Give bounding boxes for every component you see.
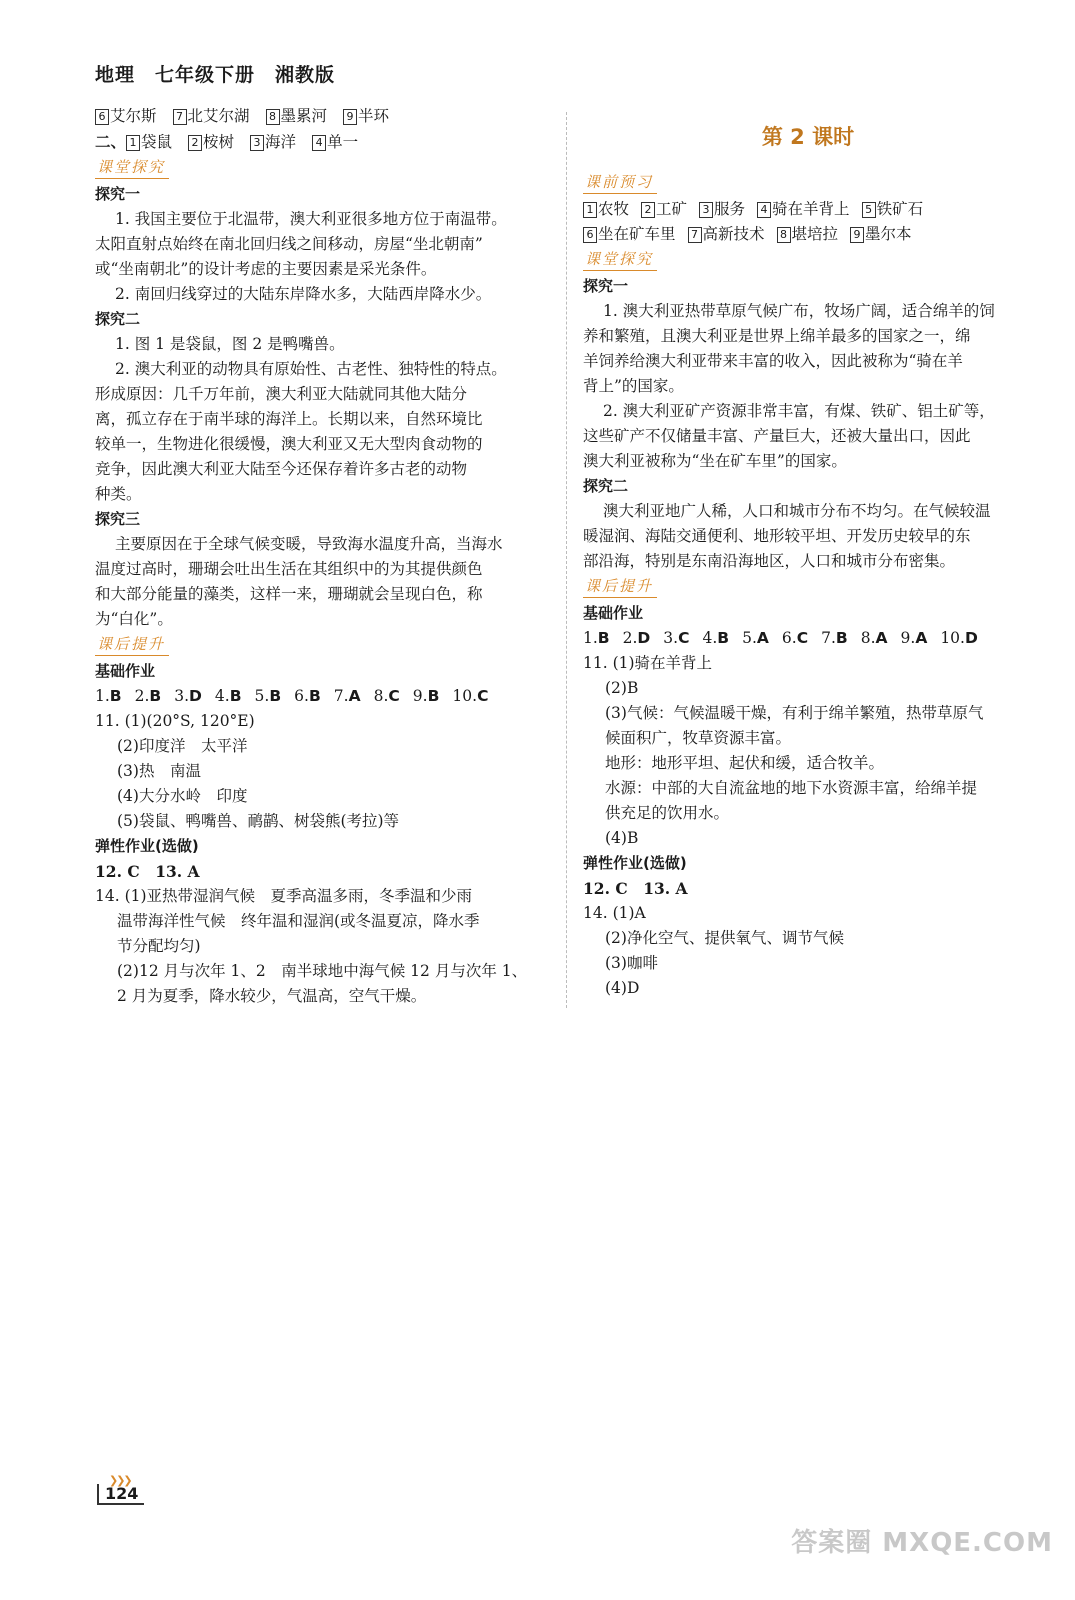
answer-item — [583, 626, 610, 651]
text-line: 2 月为夏季，降水较少，气温高，空气干燥。 — [117, 987, 427, 1005]
answer-letter: B — [717, 629, 730, 647]
section-tag-explore: 课堂探究 — [95, 157, 169, 179]
answer-item — [413, 684, 440, 709]
text-line: (2)净化空气、提供氧气、调节气候 — [605, 929, 844, 947]
keyword-item — [757, 197, 850, 222]
number-box: 8 — [777, 227, 791, 243]
keyword-item — [95, 104, 157, 129]
keyword-text: 服务 — [714, 200, 746, 218]
keyword-item — [312, 130, 358, 155]
answer-letter: B — [269, 687, 282, 705]
text-line: 部沿海，特别是东南沿海地区，人口和城市分布密集。 — [583, 552, 956, 570]
keyword-text: 单一 — [327, 133, 359, 151]
text-line: 离，孤立存在于南半球的海洋上。长期以来，自然环境比 — [95, 410, 483, 428]
number-box: 6 — [583, 227, 597, 243]
text-line: 1. 图 1 是袋鼠，图 2 是鸭嘴兽。 — [115, 335, 345, 353]
keyword-item — [343, 104, 389, 129]
text-line: 主要原因在于全球气候变暖，导致海水温度升高，当海水 — [115, 535, 503, 553]
keyword-text: 农牧 — [598, 200, 630, 218]
keyword-text: 工矿 — [656, 200, 688, 218]
question-number: 3. — [174, 687, 190, 705]
answer-letter: A — [348, 687, 361, 705]
text-line: 11. (1)骑在羊背上 — [583, 654, 713, 672]
answer-item — [374, 684, 400, 709]
question-number: 6. — [781, 629, 797, 647]
text-line: (4)D — [605, 979, 640, 997]
text-line: 养和繁殖，且澳大利亚是世界上绵羊最多的国家之一，绵 — [583, 327, 971, 345]
number-box: 6 — [95, 109, 109, 125]
text-line: 1. 我国主要位于北温带，澳大利亚很多地方位于南温带。 — [115, 210, 507, 228]
text-line: (4)大分水岭 印度 — [117, 787, 248, 805]
answer-row: 12. C 13. A — [95, 862, 200, 881]
number-box: 1 — [126, 135, 140, 151]
answer-letter: C — [388, 687, 400, 705]
keyword-item — [266, 104, 328, 129]
question-number: 9. — [900, 629, 916, 647]
answer-item — [95, 684, 122, 709]
answer-row: 12. C 13. A — [583, 879, 688, 898]
text-line: (3)气候：气候温暖干燥，有利于绵羊繁殖，热带草原气 — [605, 704, 984, 722]
text-line: 和大部分能量的藻类，这样一来，珊瑚就会呈现白色，称 — [95, 585, 483, 603]
number-box: 4 — [757, 202, 771, 218]
answer-letter: C — [796, 629, 809, 647]
answer-letter: C — [477, 687, 489, 705]
answer-item — [255, 684, 282, 709]
section-tag-after-class: 课后提升 — [583, 576, 657, 598]
text-line: 2. 澳大利亚的动物具有原始性、古老性、独特性的特点。 — [115, 360, 507, 378]
page-number-label: 124 — [97, 1484, 144, 1505]
keyword-text: 墨尔本 — [865, 225, 912, 243]
keyword-item — [777, 222, 839, 247]
text-line: 或“坐南朝北”的设计考虑的主要因素是采光条件。 — [95, 260, 437, 278]
question-number: 5. — [742, 629, 757, 647]
answer-letter: D — [189, 687, 202, 705]
answer-letter: A — [915, 629, 928, 647]
answer-item — [135, 684, 162, 709]
text-line: (4)B — [605, 829, 639, 847]
arrow-icon: ❯❯❯ — [109, 1474, 131, 1487]
subheading: 探究一 — [583, 277, 629, 295]
text-line: (2)印度洋 太平洋 — [117, 737, 248, 755]
text-line: 2. 南回归线穿过的大陆东岸降水多，大陆西岸降水少。 — [115, 285, 492, 303]
text-line: (5)袋鼠、鸭嘴兽、鸸鹋、树袋熊(考拉)等 — [117, 812, 400, 830]
answer-letter: C — [678, 629, 690, 647]
text-line: 2. 澳大利亚矿产资源非常丰富，有煤、铁矿、铝土矿等， — [603, 402, 995, 420]
answer-letter: B — [109, 687, 122, 705]
section-tag-preview: 课前预习 — [583, 172, 657, 194]
text-line: 较单一，生物进化很缓慢，澳大利亚又无大型肉食动物的 — [95, 435, 483, 453]
number-box: 3 — [699, 202, 713, 218]
text-line: 候面积广，牧草资源丰富。 — [605, 729, 792, 747]
subheading: 探究三 — [95, 510, 141, 528]
number-box: 2 — [188, 135, 202, 151]
answer-letter: D — [637, 629, 651, 647]
section-tag-explore: 课堂探究 — [583, 249, 657, 271]
text-line: 节分配均匀) — [117, 937, 201, 955]
keyword-text: 北艾尔湖 — [187, 107, 250, 125]
question-number: 7. — [821, 629, 836, 647]
answer-letter: B — [427, 687, 440, 705]
keyword-text: 袋鼠 — [141, 133, 173, 151]
keyword-list — [583, 197, 1033, 222]
keyword-text: 艾尔斯 — [110, 107, 157, 125]
question-number: 9. — [412, 687, 428, 705]
number-box: 5 — [862, 202, 876, 218]
keyword-item — [583, 222, 676, 247]
keyword-text: 桉树 — [203, 133, 235, 151]
question-number: 3. — [663, 629, 679, 647]
text-line: 澳大利亚被称为“坐在矿车里”的国家。 — [583, 452, 847, 470]
number-box: 4 — [312, 135, 326, 151]
subheading: 基础作业 — [583, 604, 644, 622]
right-column — [583, 124, 1033, 1001]
answer-letter: A — [756, 629, 769, 647]
question-number: 8. — [860, 629, 876, 647]
keyword-text: 半环 — [358, 107, 390, 125]
page-number — [97, 1474, 144, 1505]
text-line: (3)咖啡 — [605, 954, 658, 972]
text-line: 14. (1)A — [583, 904, 646, 922]
text-line: 这些矿产不仅储量丰富、产量巨大，还被大量出口，因此 — [583, 427, 971, 445]
question-number: 1. — [95, 687, 110, 705]
text-line: 太阳直射点始终在南北回归线之间移动，房屋“坐北朝南” — [95, 235, 483, 253]
number-box: 1 — [583, 202, 597, 218]
answer-letter: B — [229, 687, 242, 705]
keyword-text: 骑在羊背上 — [772, 200, 850, 218]
answer-row — [583, 626, 1033, 651]
keyword-item — [126, 130, 172, 155]
question-number: 10. — [452, 687, 478, 705]
question-number: 2. — [622, 629, 638, 647]
text-line: (2)B — [605, 679, 639, 697]
text-line: (2)12 月与次年 1、2 南半球地中海气候 12 月与次年 1、 — [117, 962, 528, 980]
number-box: 3 — [250, 135, 264, 151]
text-line: 暖湿润、海陆交通便利、地形较平坦、开发历史较早的东 — [583, 527, 971, 545]
subheading: 探究一 — [95, 185, 141, 203]
keyword-item — [688, 222, 765, 247]
number-box: 7 — [173, 109, 187, 125]
keyword-text: 海洋 — [265, 133, 297, 151]
subheading: 探究二 — [583, 477, 629, 495]
keyword-item — [188, 130, 234, 155]
column-divider — [566, 112, 567, 1008]
keyword-text: 铁矿石 — [876, 200, 924, 218]
answer-item — [940, 626, 978, 651]
text-line: 地形：地形平坦、起伏和缓，适合牧羊。 — [605, 754, 885, 772]
text-line: 形成原因：几千万年前，澳大利亚大陆就同其他大陆分 — [95, 385, 468, 403]
text-line: 竞争，因此澳大利亚大陆至今还保存着许多古老的动物 — [95, 460, 468, 478]
question-number: 2. — [134, 687, 150, 705]
subheading: 基础作业 — [95, 662, 156, 680]
keyword-text: 堪培拉 — [791, 225, 839, 243]
section-number: 二、 — [95, 132, 127, 151]
text-line: 种类。 — [95, 485, 142, 503]
question-number: 5. — [254, 687, 270, 705]
text-line: 为“白化”。 — [95, 610, 173, 628]
text-line: 14. (1)亚热带湿润气候 夏季高温多雨，冬季温和少雨 — [95, 887, 473, 905]
keyword-item — [699, 197, 745, 222]
answer-item — [861, 626, 888, 651]
answer-item — [901, 626, 928, 651]
keyword-text: 高新技术 — [702, 225, 765, 243]
question-number: 4. — [702, 629, 718, 647]
keyword-item — [583, 197, 629, 222]
text-line: 供充足的饮用水。 — [605, 804, 730, 822]
left-column — [95, 104, 550, 1009]
text-line: 羊饲养给澳大利亚带来丰富的收入，因此被称为“骑在羊 — [583, 352, 963, 370]
answer-item — [215, 684, 242, 709]
answer-letter: B — [835, 629, 848, 647]
text-line: (3)热 南温 — [117, 762, 201, 780]
answer-item — [782, 626, 808, 651]
subheading: 弹性作业(选做) — [583, 854, 687, 872]
number-box: 9 — [343, 109, 357, 125]
subheading: 弹性作业(选做) — [95, 837, 199, 855]
keyword-text: 墨累河 — [280, 107, 328, 125]
number-box: 2 — [641, 202, 655, 218]
answer-item — [623, 626, 651, 651]
text-line: 温带海洋性气候 终年温和湿润(或冬温夏凉，降水季 — [117, 912, 480, 930]
question-number: 8. — [373, 687, 389, 705]
question-number: 10. — [940, 629, 965, 647]
watermark-logo: 答案圈 MXQE.COM — [791, 1528, 1053, 1558]
question-number: 1. — [583, 629, 598, 647]
answer-item — [452, 684, 488, 709]
keyword-list — [95, 129, 550, 155]
number-box: 9 — [850, 227, 864, 243]
text-line: 水源：中部的大自流盆地的地下水资源丰富，给绵羊提 — [605, 779, 978, 797]
lesson-title: 第 2 课时 — [761, 125, 855, 149]
text-line: 1. 澳大利亚热带草原气候广布，牧场广阔，适合绵羊的饲 — [603, 302, 995, 320]
keyword-list — [583, 222, 1033, 247]
page-header: 地理 七年级下册 湘教版 — [95, 64, 336, 86]
answer-row — [95, 684, 550, 709]
answer-item — [294, 684, 321, 709]
answer-item — [702, 626, 729, 651]
keyword-item — [862, 197, 924, 222]
answer-letter: B — [308, 687, 321, 705]
question-number: 4. — [214, 687, 230, 705]
keyword-item — [250, 130, 296, 155]
question-number: 7. — [333, 687, 349, 705]
answer-item — [821, 626, 848, 651]
text-line: 背上”的国家。 — [583, 377, 684, 395]
keyword-text: 坐在矿车里 — [598, 225, 676, 243]
keyword-item — [173, 104, 250, 129]
question-number: 6. — [294, 687, 309, 705]
keyword-list — [95, 104, 550, 129]
answer-item — [334, 684, 361, 709]
text-line: 11. (1)(20°S, 120°E) — [95, 712, 255, 730]
number-box: 8 — [266, 109, 280, 125]
text-line: 澳大利亚地广人稀，人口和城市分布不均匀。在气候较温 — [603, 502, 991, 520]
section-tag-after-class: 课后提升 — [95, 634, 169, 656]
answer-letter: B — [149, 687, 162, 705]
keyword-item — [850, 222, 912, 247]
answer-item — [742, 626, 769, 651]
answer-item — [663, 626, 689, 651]
text-line: 温度过高时，珊瑚会吐出生活在其组织中的为其提供颜色 — [95, 560, 483, 578]
answer-letter: A — [875, 629, 888, 647]
answer-letter: B — [597, 629, 610, 647]
answer-item — [174, 684, 202, 709]
number-box: 7 — [688, 227, 702, 243]
subheading: 探究二 — [95, 310, 141, 328]
answer-letter: D — [964, 629, 978, 647]
keyword-item — [641, 197, 687, 222]
